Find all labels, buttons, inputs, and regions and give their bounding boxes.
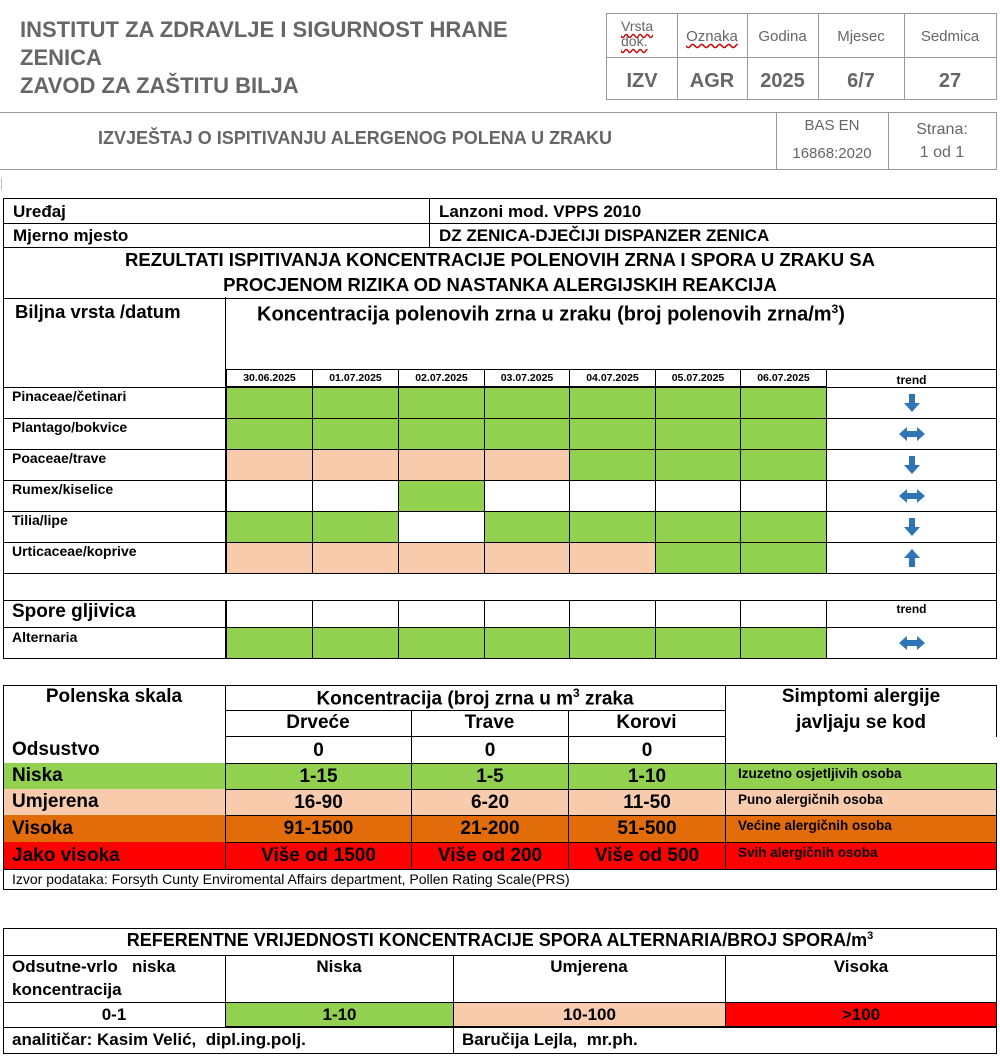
level-cell [569, 418, 656, 450]
ref-col2-header: Niska [316, 957, 362, 976]
spore-trend-header: trend [826, 600, 997, 628]
ref-hline [3, 1027, 997, 1028]
scale-level-label: Odsustvo [4, 737, 225, 763]
level-cell [398, 511, 485, 543]
species-label: Tilia/lipe [12, 512, 68, 528]
date-header: 05.07.2025 [655, 369, 741, 387]
trend-up-arrow-icon [826, 542, 997, 574]
level-cell [484, 627, 570, 659]
scale-value: 1-5 [411, 763, 569, 790]
level-cell [398, 542, 485, 574]
scale-value: 6-20 [411, 789, 569, 816]
level-cell [569, 511, 656, 543]
trend-both-arrow-icon [826, 418, 997, 450]
meta-label-oznaka: Oznaka [686, 28, 738, 45]
spore-header-cell [569, 600, 656, 628]
level-cell [569, 387, 656, 419]
spore-header-cell [484, 600, 570, 628]
level-cell [740, 387, 827, 419]
level-cell [655, 387, 741, 419]
scale-value: 51-500 [568, 815, 726, 843]
report-title: IZVJEŠTAJ O ISPITIVANJU ALERGENOG POLENA U ZRAKU [98, 128, 613, 148]
ref-col3-header: Umjerena [550, 957, 628, 976]
level-cell [226, 511, 313, 543]
meta-value-oznaka: AGR [689, 70, 735, 92]
scale-level-label: Niska [4, 763, 225, 789]
scale-vline [411, 710, 412, 736]
ref-hline [3, 955, 997, 956]
trend-down-arrow-icon [826, 449, 997, 481]
scale-value: 11-50 [568, 789, 726, 816]
species-label: Urticaceae/koprive [12, 543, 137, 559]
row-divider [3, 511, 226, 512]
scale-value: 0 [411, 737, 569, 764]
level-cell [312, 511, 399, 543]
trend-both-arrow-icon [826, 627, 997, 659]
scale-level-label: Jako visoka [4, 842, 225, 869]
date-header: 03.07.2025 [484, 369, 570, 387]
level-cell [655, 418, 741, 450]
spore-label: Alternaria [12, 629, 78, 645]
meta-label-sedmica: Sedmica [920, 28, 980, 45]
scale-value: 1-15 [225, 763, 412, 790]
institute-line1: INSTITUT ZA ZDRAVLJE I SIGURNOST HRANE [20, 17, 508, 42]
scale-value: Više od 1500 [225, 842, 412, 870]
species-label: Pinaceae/četinari [12, 388, 127, 404]
standard-line2: 16868:2020 [792, 145, 872, 162]
device-label: Uređaj [13, 202, 66, 221]
level-cell [484, 542, 570, 574]
level-cell [655, 480, 741, 512]
scale-symptom: Većine alergičnih osoba [725, 815, 997, 843]
level-cell [740, 449, 827, 481]
level-cell [484, 449, 570, 481]
species-label: Plantago/bokvice [12, 419, 128, 435]
meta-label-mjesec: Mjesec [837, 28, 885, 45]
level-cell [655, 542, 741, 574]
date-header: 01.07.2025 [312, 369, 399, 387]
date-header: 02.07.2025 [398, 369, 485, 387]
row-divider [3, 542, 226, 543]
level-cell [226, 627, 313, 659]
scale-symptom: Izuzetno osjetljivih osoba [725, 763, 997, 790]
level-cell [740, 418, 827, 450]
level-cell [569, 627, 656, 659]
row-divider [3, 387, 226, 388]
spore-header-cell [398, 600, 485, 628]
scale-column-header: Drveće [286, 712, 350, 733]
spore-header-cell [740, 600, 827, 628]
ref-col4-header: Visoka [833, 957, 889, 976]
scale-value: Više od 500 [568, 842, 726, 870]
ref-value-1: 0-1 [101, 1005, 127, 1024]
scale-column-header: Trave [464, 712, 515, 733]
level-cell [569, 542, 656, 574]
level-cell [484, 511, 570, 543]
scale-value: 1-10 [568, 763, 726, 790]
row-divider [3, 573, 997, 574]
meta-value-mjesec: 6/7 [847, 70, 875, 92]
row-divider [3, 480, 226, 481]
level-cell [398, 418, 485, 450]
level-cell [398, 449, 485, 481]
scale-value: 16-90 [225, 789, 412, 816]
meta-value-godina: 2025 [760, 70, 805, 92]
scale-column-header: Korovi [616, 712, 677, 733]
level-cell [484, 418, 570, 450]
level-cell [740, 480, 827, 512]
document-meta-table [606, 13, 997, 100]
level-cell [484, 480, 570, 512]
level-cell [655, 511, 741, 543]
level-cell [312, 627, 399, 659]
scale-title: Polenska skala [45, 686, 183, 707]
scale-symptom: Puno alergičnih osoba [725, 789, 997, 816]
ref-col1-line1: Odsutne-vrlo niska [12, 957, 176, 976]
ref-col1-line2: koncentracija [12, 980, 122, 999]
concentration-header: Koncentracija polenovih zrna u zraku (broj polenovih zrna/$m^3$) [257, 302, 845, 326]
level-cell [484, 387, 570, 419]
level-cell [226, 480, 313, 512]
level-cell [398, 480, 485, 512]
level-cell [655, 449, 741, 481]
second-signatory: Baručija Lejla, mr.ph. [462, 1030, 638, 1049]
page-value: 1 od 1 [919, 144, 965, 161]
level-cell [740, 511, 827, 543]
scale-symptom [725, 737, 997, 764]
date-header: 30.06.2025 [226, 369, 313, 387]
scale-hline [3, 869, 997, 870]
level-cell [226, 449, 313, 481]
symptoms-header: Simptomi alergije [781, 686, 941, 707]
level-cell [226, 418, 313, 450]
level-cell [312, 480, 399, 512]
meta-label-vrsta: Vrsta dok. [621, 18, 654, 49]
symptoms-header-2: javljaju se kod [796, 712, 926, 733]
scale-vline [568, 710, 569, 736]
results-title-line1: REZULTATI ISPITIVANJA KONCENTRACIJE POLENOVIH ZRNA I SPORA U ZRAKU SA [125, 249, 875, 270]
spore-header-cell [226, 600, 313, 628]
page-label: Strana: [916, 121, 968, 138]
scale-conc-title: Koncentracija (broj zrna u $m^3$ zraka [316, 686, 634, 710]
results-title-line2: PROCJENOM RIZIKA OD NASTANKA ALERGIJSKIH REAKCIJA [223, 274, 777, 295]
row-divider [3, 627, 226, 628]
spore-header-cell [312, 600, 399, 628]
spore-header-cell [655, 600, 741, 628]
ref-value-4: >100 [725, 1002, 997, 1027]
scale-level-label: Visoka [4, 815, 225, 842]
spores-header: Spore gljivica [12, 601, 136, 622]
species-label: Poaceae/trave [12, 450, 107, 466]
level-cell [312, 387, 399, 419]
ref-vline [453, 1027, 454, 1054]
date-header: 06.07.2025 [740, 369, 827, 387]
device-value: Lanzoni mod. VPPS 2010 [439, 202, 642, 221]
date-header: 04.07.2025 [569, 369, 656, 387]
meta-value-sedmica: 27 [938, 70, 962, 92]
level-cell [226, 387, 313, 419]
trend-header: trend [826, 369, 997, 388]
scale-value: 91-1500 [225, 815, 412, 843]
level-cell [655, 627, 741, 659]
level-cell [226, 542, 313, 574]
grid-divider-cover [225, 574, 227, 600]
level-cell [740, 627, 827, 659]
scale-value: Više od 200 [411, 842, 569, 870]
row-divider [3, 449, 226, 450]
scale-hline [225, 710, 725, 711]
scale-symptom: Svih alergičnih osoba [725, 842, 997, 870]
location-value: DZ ZENICA-DJEČIJI DISPANZER ZENICA [439, 226, 770, 245]
level-cell [569, 480, 656, 512]
ref-value-3: 10-100 [453, 1002, 726, 1027]
level-cell [312, 542, 399, 574]
ref-value-2: 1-10 [225, 1002, 454, 1027]
level-cell [740, 542, 827, 574]
scale-source: Izvor podataka: Forsyth Cunty Enviromental Affairs department, Pollen Rating Scale(PRS) [12, 871, 570, 887]
institute-line2: ZENICA [20, 45, 102, 70]
scale-level-label: Umjerena [4, 789, 225, 815]
species-label: Rumex/kiselice [12, 481, 114, 497]
level-cell [398, 627, 485, 659]
level-cell [312, 418, 399, 450]
meta-label-godina: Godina [758, 28, 807, 45]
standard-line1: BAS EN [804, 117, 860, 134]
row-divider [3, 418, 226, 419]
scale-value: 21-200 [411, 815, 569, 843]
level-cell [398, 387, 485, 419]
meta-value-vrsta: IZV [626, 70, 658, 92]
species-header: Biljna vrsta /datum [15, 301, 181, 322]
location-label: Mjerno mjesto [13, 226, 129, 245]
analyst-signature: analitičar: Kasim Velić, dipl.ing.polj. [12, 1030, 306, 1049]
institute-line3: ZAVOD ZA ZAŠTITU BILJA [20, 73, 299, 98]
scale-value: 0 [225, 737, 412, 764]
reference-title: REFERENTNE VRIJEDNOSTI KONCENTRACIJE SPORA ALTERNARIA/BROJ SPORA/$m^3$ [126, 930, 874, 950]
report-title-bar [0, 112, 997, 170]
trend-down-arrow-icon [826, 511, 997, 543]
scale-value: 0 [568, 737, 726, 764]
level-cell [569, 449, 656, 481]
level-cell [312, 449, 399, 481]
trend-both-arrow-icon [826, 480, 997, 512]
trend-down-arrow-icon [826, 387, 997, 419]
